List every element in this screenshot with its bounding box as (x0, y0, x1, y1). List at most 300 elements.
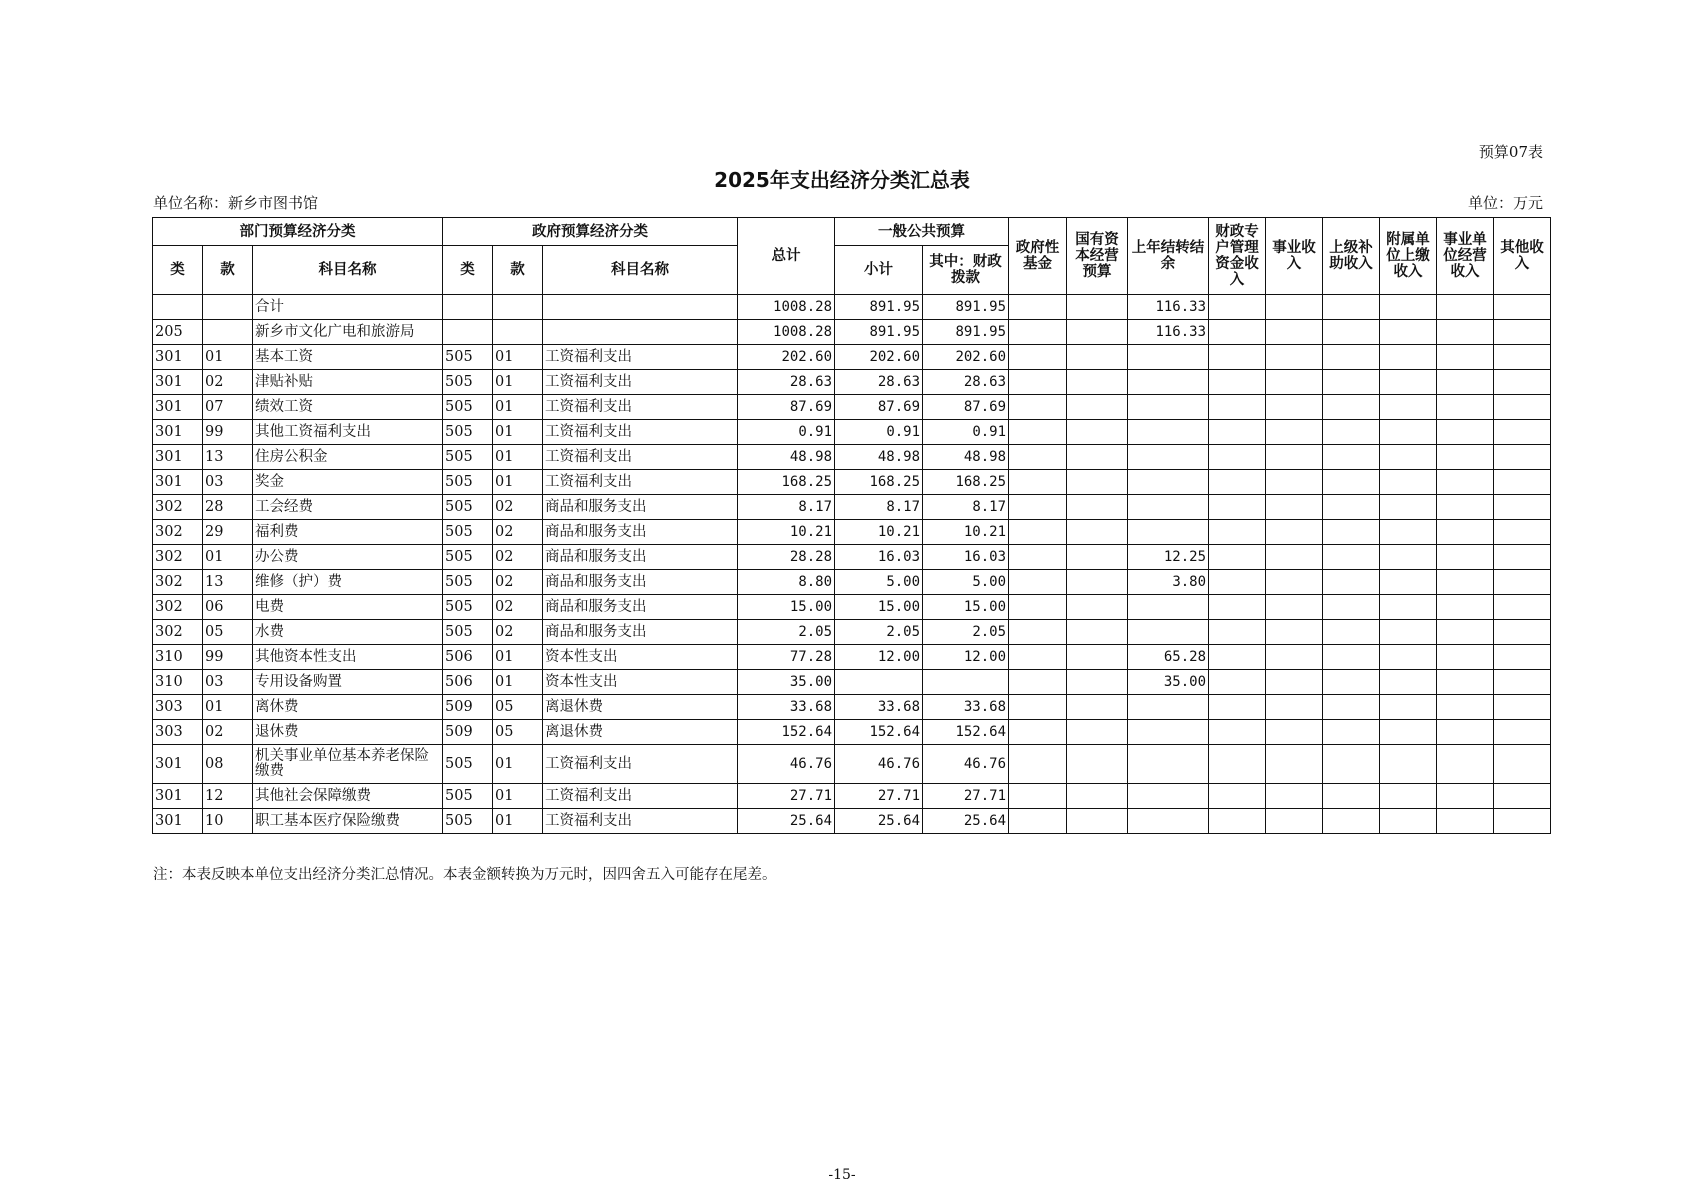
cell-superior-subsidy (1323, 545, 1380, 570)
cell-gov-subject-name: 离退休费 (543, 720, 738, 745)
cell-superior-subsidy (1323, 370, 1380, 395)
cell-gov-lei: 505 (443, 745, 493, 784)
cell-superior-subsidy (1323, 345, 1380, 370)
cell-superior-subsidy (1323, 745, 1380, 784)
form-number: 预算07表 (1478, 143, 1543, 161)
cell-special-account (1209, 809, 1266, 834)
header-gov-lei: 类 (443, 246, 493, 295)
header-gov-subject-name: 科目名称 (543, 246, 738, 295)
cell-kuan: 13 (203, 445, 253, 470)
cell-kuan: 01 (203, 545, 253, 570)
cell-gov-subject-name: 商品和服务支出 (543, 520, 738, 545)
cell-business-operation (1437, 295, 1494, 320)
cell-business-income (1266, 395, 1323, 420)
cell-other-income (1494, 695, 1551, 720)
cell-state-capital (1067, 520, 1128, 545)
cell-other-income (1494, 745, 1551, 784)
cell-special-account (1209, 295, 1266, 320)
cell-gov-subject-name: 工资福利支出 (543, 420, 738, 445)
cell-affiliate-remit (1380, 545, 1437, 570)
cell-superior-subsidy (1323, 670, 1380, 695)
cell-fiscal-appropriation: 8.17 (923, 495, 1009, 520)
cell-business-operation (1437, 720, 1494, 745)
cell-superior-subsidy (1323, 495, 1380, 520)
cell-business-income (1266, 620, 1323, 645)
cell-gov-fund (1009, 670, 1067, 695)
cell-special-account (1209, 320, 1266, 345)
cell-gov-fund (1009, 470, 1067, 495)
cell-business-income (1266, 784, 1323, 809)
cell-gov-fund (1009, 495, 1067, 520)
cell-affiliate-remit (1380, 395, 1437, 420)
cell-superior-subsidy (1323, 520, 1380, 545)
cell-special-account (1209, 784, 1266, 809)
cell-subject-name: 绩效工资 (253, 395, 443, 420)
cell-other-income (1494, 645, 1551, 670)
cell-gov-lei: 505 (443, 545, 493, 570)
cell-special-account (1209, 495, 1266, 520)
cell-gov-lei: 505 (443, 495, 493, 520)
cell-gov-lei: 505 (443, 784, 493, 809)
cell-state-capital (1067, 370, 1128, 395)
cell-state-capital (1067, 420, 1128, 445)
cell-state-capital (1067, 670, 1128, 695)
header-general-budget: 一般公共预算 (835, 218, 1009, 246)
cell-carryover (1128, 620, 1209, 645)
cell-business-operation (1437, 809, 1494, 834)
cell-superior-subsidy (1323, 395, 1380, 420)
cell-fiscal-appropriation: 152.64 (923, 720, 1009, 745)
cell-special-account (1209, 670, 1266, 695)
table-row (153, 470, 1551, 495)
cell-subtotal: 891.95 (835, 295, 923, 320)
cell-total: 8.80 (738, 570, 835, 595)
cell-fiscal-appropriation: 33.68 (923, 695, 1009, 720)
cell-superior-subsidy (1323, 320, 1380, 345)
table-row (153, 495, 1551, 520)
cell-lei: 301 (153, 395, 203, 420)
cell-business-income (1266, 445, 1323, 470)
cell-carryover (1128, 470, 1209, 495)
cell-subject-name: 工会经费 (253, 495, 443, 520)
cell-gov-subject-name: 工资福利支出 (543, 470, 738, 495)
cell-fiscal-appropriation: 891.95 (923, 320, 1009, 345)
cell-business-income (1266, 809, 1323, 834)
cell-other-income (1494, 470, 1551, 495)
cell-total: 35.00 (738, 670, 835, 695)
cell-kuan (203, 295, 253, 320)
page-title: 2025年支出经济分类汇总表 (714, 168, 970, 192)
table-row (153, 345, 1551, 370)
cell-total: 202.60 (738, 345, 835, 370)
cell-subtotal: 891.95 (835, 320, 923, 345)
table-row (153, 445, 1551, 470)
cell-business-operation (1437, 470, 1494, 495)
cell-gov-subject-name (543, 295, 738, 320)
cell-carryover (1128, 595, 1209, 620)
cell-affiliate-remit (1380, 595, 1437, 620)
cell-business-income (1266, 470, 1323, 495)
header-total: 总计 (738, 218, 835, 295)
cell-subtotal: 152.64 (835, 720, 923, 745)
cell-fiscal-appropriation: 25.64 (923, 809, 1009, 834)
cell-gov-subject-name: 商品和服务支出 (543, 545, 738, 570)
cell-state-capital (1067, 470, 1128, 495)
cell-superior-subsidy (1323, 570, 1380, 595)
cell-kuan: 02 (203, 720, 253, 745)
cell-special-account (1209, 445, 1266, 470)
table-row (153, 395, 1551, 420)
cell-gov-fund (1009, 395, 1067, 420)
cell-business-operation (1437, 595, 1494, 620)
cell-gov-fund (1009, 570, 1067, 595)
cell-gov-fund (1009, 645, 1067, 670)
cell-gov-kuan: 01 (493, 784, 543, 809)
cell-superior-subsidy (1323, 445, 1380, 470)
cell-carryover (1128, 520, 1209, 545)
cell-kuan: 28 (203, 495, 253, 520)
header-other-income: 其他收入 (1494, 218, 1551, 295)
header-gov-fund: 政府性基金 (1009, 218, 1067, 295)
cell-business-operation (1437, 545, 1494, 570)
cell-total: 87.69 (738, 395, 835, 420)
cell-affiliate-remit (1380, 420, 1437, 445)
cell-subtotal: 48.98 (835, 445, 923, 470)
cell-total: 33.68 (738, 695, 835, 720)
cell-business-income (1266, 545, 1323, 570)
cell-state-capital (1067, 645, 1128, 670)
cell-superior-subsidy (1323, 420, 1380, 445)
cell-other-income (1494, 495, 1551, 520)
cell-other-income (1494, 670, 1551, 695)
cell-gov-subject-name: 工资福利支出 (543, 809, 738, 834)
cell-other-income (1494, 545, 1551, 570)
cell-subject-name: 电费 (253, 595, 443, 620)
cell-gov-lei: 509 (443, 695, 493, 720)
cell-gov-fund (1009, 345, 1067, 370)
cell-lei: 301 (153, 809, 203, 834)
cell-business-operation (1437, 445, 1494, 470)
cell-total: 168.25 (738, 470, 835, 495)
cell-subtotal: 0.91 (835, 420, 923, 445)
cell-lei: 205 (153, 320, 203, 345)
cell-special-account (1209, 595, 1266, 620)
cell-gov-lei: 509 (443, 720, 493, 745)
cell-lei: 301 (153, 745, 203, 784)
cell-kuan: 02 (203, 370, 253, 395)
cell-state-capital (1067, 720, 1128, 745)
cell-other-income (1494, 445, 1551, 470)
cell-special-account (1209, 345, 1266, 370)
cell-state-capital (1067, 445, 1128, 470)
cell-gov-kuan (493, 320, 543, 345)
cell-carryover (1128, 720, 1209, 745)
cell-kuan: 29 (203, 520, 253, 545)
cell-total: 8.17 (738, 495, 835, 520)
cell-lei: 302 (153, 545, 203, 570)
cell-subject-name: 其他资本性支出 (253, 645, 443, 670)
cell-gov-subject-name: 工资福利支出 (543, 345, 738, 370)
cell-state-capital (1067, 495, 1128, 520)
cell-fiscal-appropriation (923, 670, 1009, 695)
cell-gov-subject-name: 商品和服务支出 (543, 570, 738, 595)
cell-total: 152.64 (738, 720, 835, 745)
cell-gov-kuan: 02 (493, 595, 543, 620)
cell-carryover: 12.25 (1128, 545, 1209, 570)
cell-superior-subsidy (1323, 645, 1380, 670)
cell-subject-name: 职工基本医疗保险缴费 (253, 809, 443, 834)
header-subtotal: 小计 (835, 246, 923, 295)
cell-gov-kuan (493, 295, 543, 320)
cell-affiliate-remit (1380, 645, 1437, 670)
cell-total: 77.28 (738, 645, 835, 670)
cell-subject-name: 住房公积金 (253, 445, 443, 470)
cell-special-account (1209, 570, 1266, 595)
cell-superior-subsidy (1323, 595, 1380, 620)
cell-carryover (1128, 445, 1209, 470)
cell-gov-kuan: 01 (493, 345, 543, 370)
cell-subject-name: 其他社会保障缴费 (253, 784, 443, 809)
cell-subject-name: 合计 (253, 295, 443, 320)
cell-special-account (1209, 420, 1266, 445)
cell-gov-fund (1009, 295, 1067, 320)
cell-other-income (1494, 520, 1551, 545)
cell-gov-kuan: 01 (493, 670, 543, 695)
cell-business-operation (1437, 520, 1494, 545)
cell-gov-lei: 506 (443, 645, 493, 670)
cell-gov-lei: 505 (443, 809, 493, 834)
header-gov-kuan: 款 (493, 246, 543, 295)
cell-kuan (203, 320, 253, 345)
cell-affiliate-remit (1380, 720, 1437, 745)
cell-total: 28.28 (738, 545, 835, 570)
table-row (153, 620, 1551, 645)
cell-gov-kuan: 01 (493, 445, 543, 470)
cell-gov-fund (1009, 520, 1067, 545)
cell-lei: 310 (153, 670, 203, 695)
cell-subtotal: 87.69 (835, 395, 923, 420)
cell-kuan: 08 (203, 745, 253, 784)
cell-lei: 301 (153, 470, 203, 495)
cell-gov-subject-name: 工资福利支出 (543, 395, 738, 420)
cell-gov-kuan: 05 (493, 720, 543, 745)
table-row (153, 784, 1551, 809)
table-row (153, 670, 1551, 695)
cell-affiliate-remit (1380, 520, 1437, 545)
cell-state-capital (1067, 595, 1128, 620)
cell-state-capital (1067, 345, 1128, 370)
cell-kuan: 07 (203, 395, 253, 420)
cell-gov-lei: 505 (443, 570, 493, 595)
cell-superior-subsidy (1323, 295, 1380, 320)
cell-gov-fund (1009, 545, 1067, 570)
cell-lei: 303 (153, 695, 203, 720)
cell-other-income (1494, 395, 1551, 420)
cell-other-income (1494, 570, 1551, 595)
cell-kuan: 99 (203, 420, 253, 445)
cell-fiscal-appropriation: 202.60 (923, 345, 1009, 370)
cell-total: 27.71 (738, 784, 835, 809)
unit-label: 单位：万元 (1467, 194, 1543, 212)
header-dept-group: 部门预算经济分类 (153, 218, 443, 246)
cell-gov-lei: 505 (443, 620, 493, 645)
cell-business-income (1266, 320, 1323, 345)
cell-affiliate-remit (1380, 470, 1437, 495)
cell-carryover (1128, 784, 1209, 809)
cell-gov-subject-name: 工资福利支出 (543, 784, 738, 809)
cell-business-income (1266, 595, 1323, 620)
cell-business-operation (1437, 620, 1494, 645)
cell-state-capital (1067, 395, 1128, 420)
cell-kuan: 03 (203, 470, 253, 495)
table-row (153, 370, 1551, 395)
cell-subtotal: 46.76 (835, 745, 923, 784)
cell-kuan: 05 (203, 620, 253, 645)
table-row (153, 745, 1551, 784)
cell-subject-name: 基本工资 (253, 345, 443, 370)
cell-business-operation (1437, 370, 1494, 395)
cell-other-income (1494, 784, 1551, 809)
cell-lei: 302 (153, 570, 203, 595)
cell-gov-lei: 505 (443, 470, 493, 495)
cell-kuan: 12 (203, 784, 253, 809)
cell-affiliate-remit (1380, 809, 1437, 834)
cell-gov-kuan: 01 (493, 420, 543, 445)
cell-subject-name: 维修（护）费 (253, 570, 443, 595)
cell-gov-lei: 505 (443, 520, 493, 545)
cell-superior-subsidy (1323, 620, 1380, 645)
cell-affiliate-remit (1380, 345, 1437, 370)
cell-subtotal: 27.71 (835, 784, 923, 809)
cell-subject-name: 其他工资福利支出 (253, 420, 443, 445)
cell-gov-fund (1009, 695, 1067, 720)
cell-superior-subsidy (1323, 809, 1380, 834)
header-gov-group: 政府预算经济分类 (443, 218, 738, 246)
cell-kuan: 13 (203, 570, 253, 595)
cell-fiscal-appropriation: 0.91 (923, 420, 1009, 445)
cell-kuan: 01 (203, 345, 253, 370)
cell-gov-fund (1009, 809, 1067, 834)
table-row (153, 645, 1551, 670)
cell-fiscal-appropriation: 10.21 (923, 520, 1009, 545)
table-row (153, 809, 1551, 834)
cell-fiscal-appropriation: 48.98 (923, 445, 1009, 470)
header-fiscal-appropriation: 其中：财政拨款 (923, 246, 1009, 295)
cell-fiscal-appropriation: 168.25 (923, 470, 1009, 495)
cell-state-capital (1067, 545, 1128, 570)
cell-business-operation (1437, 395, 1494, 420)
cell-business-income (1266, 345, 1323, 370)
cell-carryover (1128, 809, 1209, 834)
table-row (153, 545, 1551, 570)
cell-affiliate-remit (1380, 570, 1437, 595)
cell-business-income (1266, 295, 1323, 320)
cell-gov-kuan: 01 (493, 745, 543, 784)
header-business-income: 事业收入 (1266, 218, 1323, 295)
cell-gov-fund (1009, 320, 1067, 345)
cell-subject-name: 离休费 (253, 695, 443, 720)
cell-kuan: 01 (203, 695, 253, 720)
cell-lei: 301 (153, 420, 203, 445)
cell-affiliate-remit (1380, 495, 1437, 520)
cell-subtotal: 5.00 (835, 570, 923, 595)
cell-kuan: 99 (203, 645, 253, 670)
cell-business-operation (1437, 320, 1494, 345)
cell-business-operation (1437, 745, 1494, 784)
cell-other-income (1494, 320, 1551, 345)
cell-special-account (1209, 470, 1266, 495)
cell-subtotal: 25.64 (835, 809, 923, 834)
table-row (153, 420, 1551, 445)
cell-subject-name: 办公费 (253, 545, 443, 570)
cell-gov-subject-name: 工资福利支出 (543, 745, 738, 784)
cell-lei: 302 (153, 495, 203, 520)
cell-business-income (1266, 495, 1323, 520)
cell-gov-lei: 505 (443, 395, 493, 420)
cell-lei (153, 295, 203, 320)
cell-total: 2.05 (738, 620, 835, 645)
cell-fiscal-appropriation: 891.95 (923, 295, 1009, 320)
cell-gov-subject-name: 工资福利支出 (543, 445, 738, 470)
cell-gov-lei: 505 (443, 445, 493, 470)
cell-gov-subject-name: 资本性支出 (543, 645, 738, 670)
cell-fiscal-appropriation: 27.71 (923, 784, 1009, 809)
table-row (153, 720, 1551, 745)
table-row (153, 295, 1551, 320)
cell-affiliate-remit (1380, 695, 1437, 720)
cell-superior-subsidy (1323, 470, 1380, 495)
unit-name: 单位名称：新乡市图书馆 (153, 194, 319, 212)
cell-business-operation (1437, 570, 1494, 595)
cell-gov-subject-name: 离退休费 (543, 695, 738, 720)
header-carryover: 上年结转结余 (1128, 218, 1209, 295)
cell-total: 15.00 (738, 595, 835, 620)
cell-superior-subsidy (1323, 720, 1380, 745)
cell-special-account (1209, 695, 1266, 720)
cell-gov-lei: 505 (443, 345, 493, 370)
cell-subtotal: 10.21 (835, 520, 923, 545)
cell-fiscal-appropriation: 12.00 (923, 645, 1009, 670)
cell-business-operation (1437, 345, 1494, 370)
cell-business-operation (1437, 695, 1494, 720)
cell-business-income (1266, 570, 1323, 595)
cell-gov-subject-name: 资本性支出 (543, 670, 738, 695)
page-number: -15- (828, 1167, 856, 1183)
cell-subtotal: 2.05 (835, 620, 923, 645)
header-subject-name: 科目名称 (253, 246, 443, 295)
cell-total: 1008.28 (738, 320, 835, 345)
cell-special-account (1209, 395, 1266, 420)
cell-subtotal: 8.17 (835, 495, 923, 520)
cell-gov-kuan: 01 (493, 809, 543, 834)
cell-state-capital (1067, 570, 1128, 595)
header-special-account: 财政专户管理资金收入 (1209, 218, 1266, 295)
cell-subtotal: 12.00 (835, 645, 923, 670)
cell-carryover (1128, 370, 1209, 395)
cell-other-income (1494, 295, 1551, 320)
cell-business-income (1266, 745, 1323, 784)
cell-subtotal: 15.00 (835, 595, 923, 620)
cell-subject-name: 专用设备购置 (253, 670, 443, 695)
cell-gov-fund (1009, 720, 1067, 745)
cell-business-operation (1437, 495, 1494, 520)
expenditure-table (152, 217, 1551, 834)
cell-carryover (1128, 495, 1209, 520)
cell-subject-name: 津贴补贴 (253, 370, 443, 395)
cell-subject-name: 福利费 (253, 520, 443, 545)
cell-business-income (1266, 720, 1323, 745)
cell-gov-subject-name: 商品和服务支出 (543, 620, 738, 645)
